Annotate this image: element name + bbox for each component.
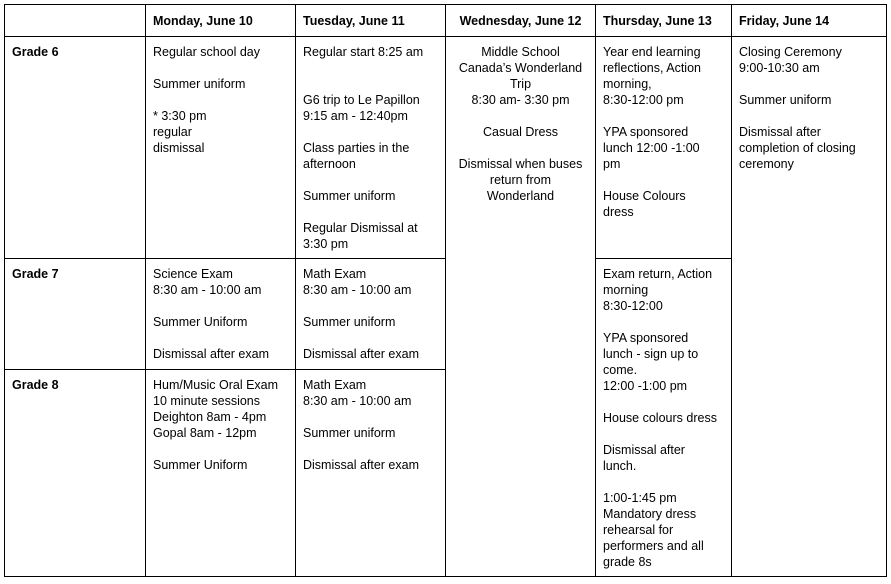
- cell-text-line: Science Exam: [153, 267, 233, 281]
- cell-text-line: Summer uniform: [303, 315, 396, 329]
- cell-text-line: 8:30 am - 10:00 am: [153, 283, 262, 297]
- cell-text-line: Summer uniform: [303, 426, 396, 440]
- cell-text-line: Regular start 8:25 am: [303, 45, 424, 59]
- cell-text-line: Exam return, Action: [603, 267, 713, 281]
- cell-text-line: ceremony: [739, 157, 794, 171]
- schedule-table: [4, 4, 887, 577]
- cell-text-line: rehearsal for: [603, 523, 674, 537]
- cell-text-line: House colours dress: [603, 411, 717, 425]
- grade-6-row: [5, 37, 887, 259]
- cell-text-line: Dismissal after: [739, 125, 821, 139]
- cell-text-line: completion of closing: [739, 141, 856, 155]
- cell-text-line: Mandatory dress: [603, 507, 697, 521]
- cell-text-line: 8:30-12:00 pm: [603, 93, 684, 107]
- cell-text-line: Dismissal after exam: [303, 458, 419, 472]
- cell-text-line: Regular school day: [153, 45, 261, 59]
- cell-text-line: Deighton 8am - 4pm: [153, 410, 267, 424]
- cell-text-line: 9:15 am - 12:40pm: [303, 109, 408, 123]
- tuesday-grade-8-cell: [296, 370, 446, 577]
- cell-spacer: [303, 60, 438, 76]
- tuesday-grade-7-cell: [296, 259, 446, 370]
- tuesday-grade-6-cell: [296, 37, 446, 259]
- cell-text-line: Hum/Music Oral Exam: [153, 378, 279, 392]
- cell-spacer: [303, 76, 438, 92]
- cell-text-line: return from: [489, 173, 552, 187]
- cell-text-line: Summer Uniform: [153, 315, 248, 329]
- thursday-grade-7-8-cell: [596, 259, 732, 577]
- cell-text-line: Summer uniform: [739, 93, 832, 107]
- cell-text-line: grade 8s: [603, 555, 652, 569]
- cell-spacer: [153, 330, 288, 346]
- cell-text-line: Dismissal after: [603, 443, 685, 457]
- cell-text-line: lunch.: [603, 459, 637, 473]
- cell-text-line: Trip: [509, 77, 532, 91]
- cell-spacer: [153, 298, 288, 314]
- cell-spacer: [153, 92, 288, 108]
- cell-text-line: G6 trip to Le Papillon: [303, 93, 420, 107]
- cell-text-line: Math Exam: [303, 267, 367, 281]
- cell-text-line: regular: [153, 125, 192, 139]
- cell-spacer: [303, 441, 438, 457]
- cell-text-line: Gopal 8am - 12pm: [153, 426, 257, 440]
- cell-text-line: Dismissal when buses: [458, 157, 583, 171]
- cell-text-line: performers and all: [603, 539, 704, 553]
- cell-spacer: [739, 108, 879, 124]
- cell-text-line: 8:30-12:00: [603, 299, 663, 313]
- cell-spacer: [303, 204, 438, 220]
- friday-all-grades-cell: [732, 37, 887, 577]
- cell-spacer: [303, 409, 438, 425]
- monday-grade-7-cell: [146, 259, 296, 370]
- cell-spacer: [603, 172, 724, 188]
- cell-text-line: Summer uniform: [153, 77, 246, 91]
- cell-text-line: House Colours: [603, 189, 686, 203]
- cell-text-line: Summer uniform: [303, 189, 396, 203]
- monday-grade-8-cell: [146, 370, 296, 577]
- cell-text-line: Middle School: [481, 45, 560, 59]
- cell-text-line: come.: [603, 363, 638, 377]
- grade-6-label: Grade 6: [5, 37, 146, 259]
- cell-text-line: Year end learning: [603, 45, 701, 59]
- header-friday: Friday, June 14: [732, 5, 887, 37]
- header-wednesday: Wednesday, June 12: [446, 5, 596, 37]
- cell-text-line: 10 minute sessions: [153, 394, 261, 408]
- cell-spacer: [603, 426, 724, 442]
- cell-text-line: 12:00 -1:00 pm: [603, 379, 688, 393]
- header-monday: Monday, June 10: [146, 5, 296, 37]
- cell-text-line: 3:30 pm: [303, 237, 349, 251]
- wednesday-all-grades-cell: [446, 37, 596, 577]
- cell-spacer: [453, 108, 588, 124]
- cell-spacer: [603, 474, 724, 490]
- cell-text-line: Summer Uniform: [153, 458, 248, 472]
- cell-spacer: [739, 76, 879, 92]
- cell-text-line: reflections, Action: [603, 61, 701, 75]
- monday-grade-6-cell: [146, 37, 296, 259]
- header-thursday: Thursday, June 13: [596, 5, 732, 37]
- cell-text-line: Dismissal after exam: [153, 347, 269, 361]
- cell-text-line: afternoon: [303, 157, 356, 171]
- cell-text-line: morning,: [603, 77, 652, 91]
- header-row: [5, 5, 887, 37]
- cell-spacer: [303, 330, 438, 346]
- cell-spacer: [603, 394, 724, 410]
- cell-text-line: Regular Dismissal at: [303, 221, 418, 235]
- cell-text-line: Dismissal after exam: [303, 347, 419, 361]
- cell-text-line: 8:30 am- 3:30 pm: [471, 93, 570, 107]
- cell-spacer: [153, 60, 288, 76]
- cell-text-line: YPA sponsored: [603, 125, 689, 139]
- cell-text-line: lunch - sign up to: [603, 347, 699, 361]
- grade-7-label: Grade 7: [5, 259, 146, 370]
- cell-text-line: Wonderland: [486, 189, 555, 203]
- cell-text-line: Math Exam: [303, 378, 367, 392]
- cell-spacer: [303, 298, 438, 314]
- grade-8-label: Grade 8: [5, 370, 146, 577]
- cell-text-line: 8:30 am - 10:00 am: [303, 283, 412, 297]
- cell-spacer: [303, 172, 438, 188]
- cell-text-line: 1:00-1:45 pm: [603, 491, 677, 505]
- cell-text-line: * 3:30 pm: [153, 109, 207, 123]
- cell-text-line: YPA sponsored: [603, 331, 689, 345]
- cell-text-line: 8:30 am - 10:00 am: [303, 394, 412, 408]
- cell-text-line: pm: [603, 157, 621, 171]
- cell-text-line: Casual Dress: [482, 125, 559, 139]
- cell-text-line: Canada’s Wonderland: [458, 61, 583, 75]
- cell-text-line: Closing Ceremony: [739, 45, 842, 59]
- cell-text-line: dress: [603, 205, 634, 219]
- cell-text-line: Class parties in the: [303, 141, 410, 155]
- thursday-grade-6-cell: [596, 37, 732, 259]
- cell-spacer: [603, 108, 724, 124]
- cell-spacer: [453, 140, 588, 156]
- header-tuesday: Tuesday, June 11: [296, 5, 446, 37]
- cell-spacer: [153, 441, 288, 457]
- cell-text-line: dismissal: [153, 141, 205, 155]
- header-empty: [5, 5, 146, 37]
- cell-spacer: [303, 124, 438, 140]
- cell-text-line: lunch 12:00 -1:00: [603, 141, 700, 155]
- cell-text-line: 9:00-10:30 am: [739, 61, 820, 75]
- cell-text-line: morning: [603, 283, 649, 297]
- cell-spacer: [603, 314, 724, 330]
